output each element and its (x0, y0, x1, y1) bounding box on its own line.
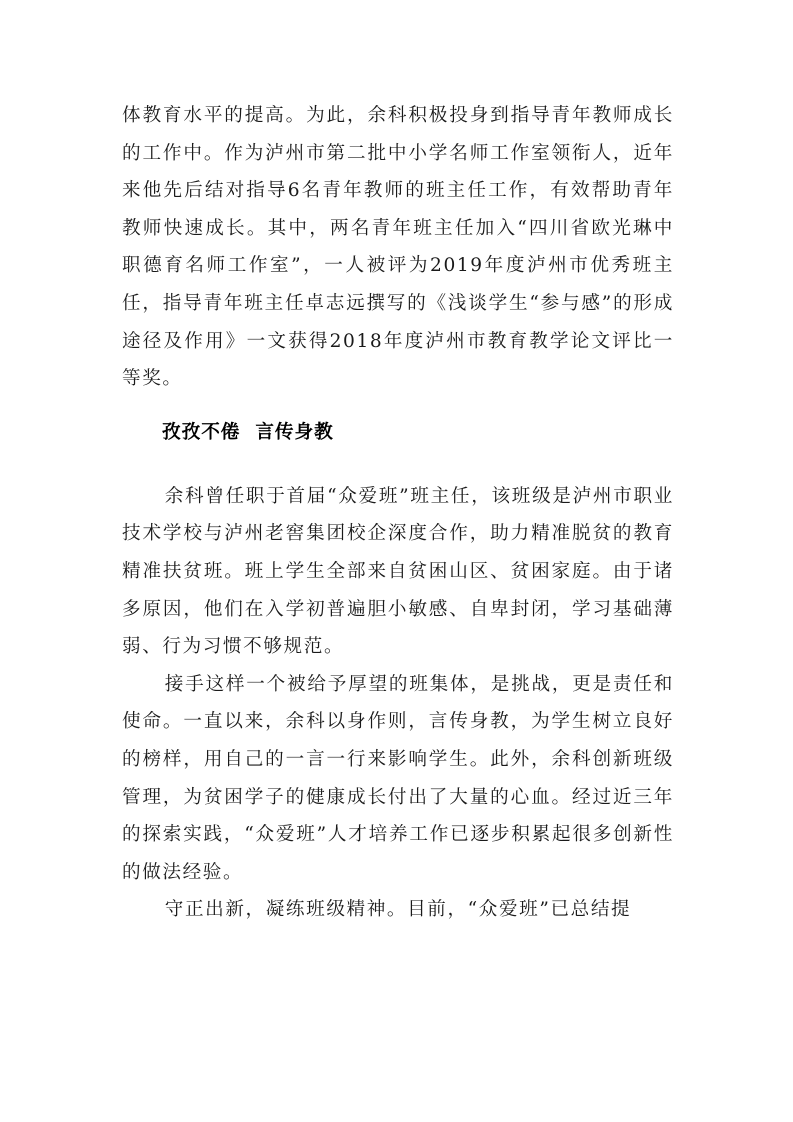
paragraph-continuation: 体教育水平的提高。为此，余科积极投身到指导青年教师成长的工作中。作为泸州市第二批中小学名师工作室领衔人，近年来他先后结对指导6名青年教师的班主任工作，有效帮助青年教师快速成长。其中，两名青年班主任加入“四川省欧光琳中职德育名师工作室”，一人被评为2019年度泸州市优秀班主任，指导青年班主任卓志远撰写的《浅谈学生“参与感”的形成途径及作用》一文获得2018年度泸州市教育教学论文评比一等奖。 (122, 105, 674, 390)
paragraph-challenge: 接手这样一个被给予厚望的班集体，是挑战，更是责任和使命。一直以来，余科以身作则，言传身教，为学生树立良好的榜样，用自己的一言一行来影响学生。此外，余科创新班级管理，为贫困学子的健康成长付出了大量的心血。经过近三年的探索实践，“众爱班”人才培养工作已逐步积累起很多创新性的做法经验。 (122, 673, 674, 883)
paragraph-zhongai-class: 余科曾任职于首届“众爱班”班主任，该班级是泸州市职业技术学校与泸州老窖集团校企深度合作，助力精准脱贫的教育精准扶贫班。班上学生全部来自贫困山区、贫困家庭。由于诸多原因，他们在入学初普遍胆小敏感、自卑封闭，学习基础薄弱、行为习惯不够规范。 (122, 485, 674, 658)
document-body (122, 97, 674, 929)
section-heading: 孜孜不倦 言传身教 (162, 421, 334, 443)
paragraph-class-spirit: 守正出新，凝练班级精神。目前，“众爱班”已总结提 (164, 899, 632, 921)
